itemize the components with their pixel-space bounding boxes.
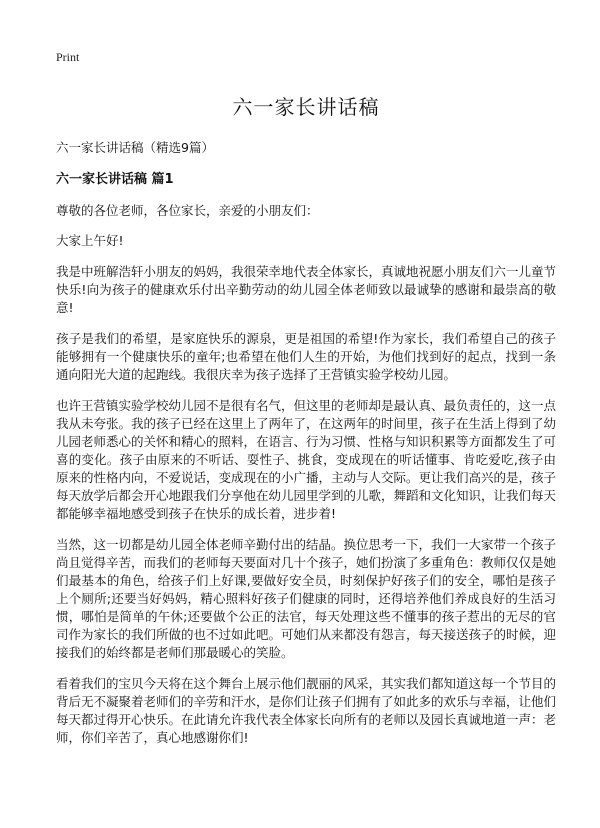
paragraph-salutation: 尊敬的各位老师，各位家长，亲爱的小朋友们： [56,203,319,218]
paragraph-thanks: 看着我们的宝贝今天将在这个舞台上展示他们靓丽的风采，其实我们都知道这每一个节目的背后无不凝聚着老师们的辛劳和汗水，是你们让孩子们拥有了如此多的欢乐与幸福，让他们每天都过得开心快乐。在此请允许我代表全体家长向所有的老师以及园长真诚地道一声：老师，你们辛苦了，真心地感谢你们! [56,676,557,745]
document-subtitle: 六一家长讲话稿（精选9篇） [56,140,214,155]
print-link[interactable]: Print [56,50,80,64]
paragraph-teachers: 当然，这一切都是幼儿园全体老师辛勤付出的结晶。换位思考一下，我们一大家带一个孩子尚且觉得辛苦，而我们的老师每天要面对几十个孩子，她们扮演了多重角色：教师仅仅是她们最基本的角色，给孩子们上好课,要做好安全员，时刻保护好孩子们的安全，哪怕是孩子上个厕所;还要当好妈妈，精心照料好孩子们健康的同时，还得培养他们养成良好的生活习惯，哪怕是简单的午休;还要做个公正的法官，每天处理这些不懂事的孩子惹出的无尽的官司作为家长的我们所做的也不过如此吧。可她们从来都没有怨言，每天接送孩子的时候，迎接我们的始终都是老师们那最暖心的笑脸。 [56,537,557,660]
section-heading: 六一家长讲话稿 篇1 [56,172,174,187]
paragraph-introduction: 我是中班解浩轩小朋友的妈妈，我很荣幸地代表全体家长，真诚地祝愿小朋友们六一儿童节快乐!向为孩子的健康欢乐付出辛勤劳动的幼儿园全体老师致以最诚挚的感谢和最崇高的敬意! [56,264,557,315]
page-title: 六一家长讲话稿 [232,95,380,119]
paragraph-kindergarten: 也许王营镇实验学校幼儿园不是很有名气，但这里的老师却是最认真、最负责任的，这一点我从未夸张。我的孩子已经在这里上了两年了，在这两年的时间里，孩子在生活上得到了幼儿园老师悉心的关怀和精心的照料，在语言、行为习惯、性格与知识积累等方面都发生了可喜的变化。孩子由原来的不听话、耍性子、挑食，变成现在的听话懂事、肯吃爱吃,孩子由原来的性格内向，不爱说话，变成现在的小广播，主动与人交际。更让我们高兴的是，孩子每天放学后都会开心地跟我们分享他在幼儿园里学到的儿歌，舞蹈和文化知识，让我们每天都能够幸福地感受到孩子在快乐的成长着，进步着! [56,398,557,521]
paragraph-greeting: 大家上午好! [56,233,124,248]
paragraph-hope: 孩子是我们的希望，是家庭快乐的源泉，更是祖国的希望!作为家长，我们希望自己的孩子能够拥有一个健康快乐的童年;也希望在他们人生的开始，为他们找到好的起点，找到一条通向阳光大道的起跑线。我很庆幸为孩子选择了王营镇实验学校幼儿园。 [56,331,556,382]
